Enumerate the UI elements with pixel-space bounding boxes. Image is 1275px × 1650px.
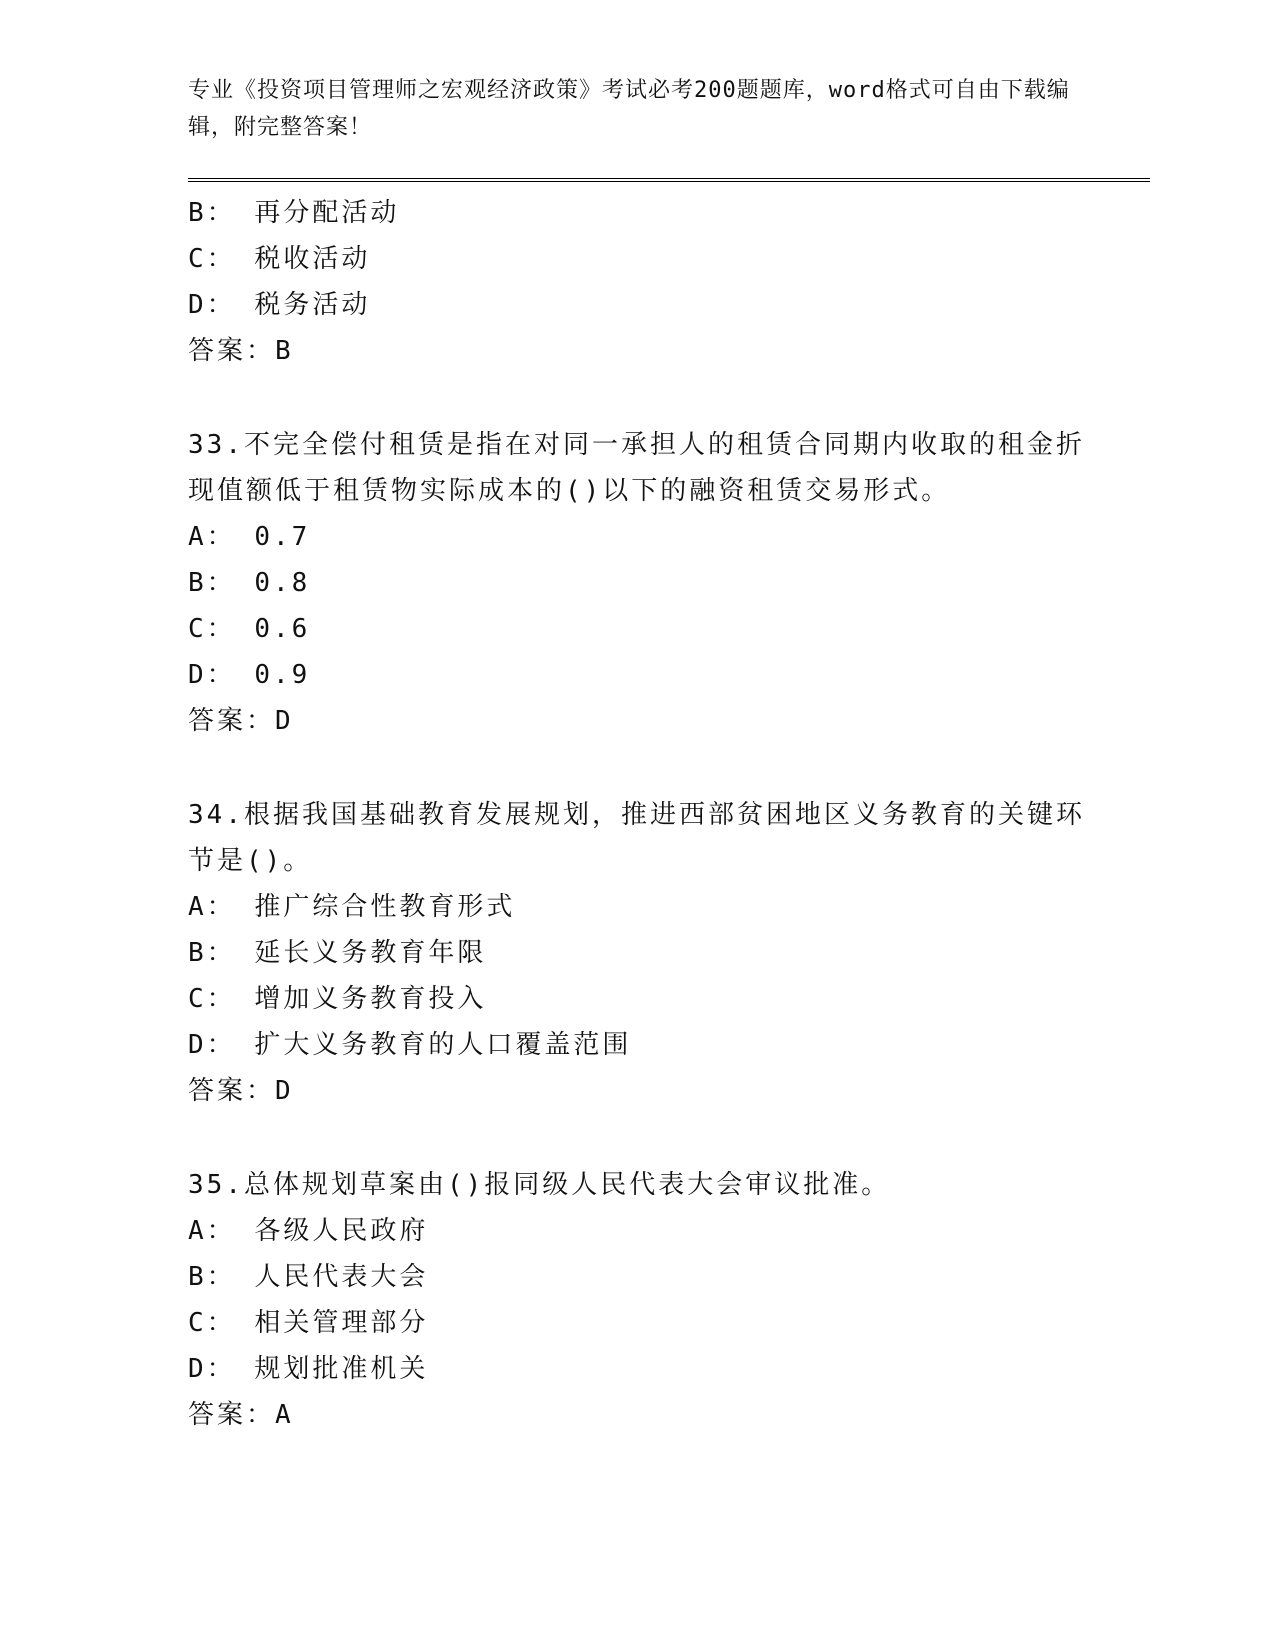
option-d [188,282,1088,328]
answer-value: A [275,1400,291,1430]
option-key: B： [188,198,236,228]
header-divider [188,178,1150,182]
option-key: A： [188,522,236,552]
option-text: 各级人民政府 [254,1216,429,1246]
question-text-block [188,1162,1088,1208]
answer-value: D [275,1076,291,1106]
option-text: 再分配活动 [254,198,400,228]
question-number: 34 . [188,800,244,830]
option-key: D： [188,660,236,690]
answer-label: 答案： [188,336,276,366]
option-b [188,1254,1088,1300]
answer-line [188,698,1088,744]
option-c [188,606,1088,652]
answer-line [188,328,1088,374]
option-d [188,652,1088,698]
option-key: D： [188,290,236,320]
question-34 [188,792,1088,1114]
option-a [188,884,1088,930]
option-c [188,976,1088,1022]
option-b [188,930,1088,976]
option-key: C： [188,614,236,644]
answer-label: 答案： [188,706,276,736]
question-number: 35 . [188,1170,244,1200]
option-text: 税收活动 [254,244,371,274]
option-text: 0.7 [254,522,311,552]
answer-line [188,1068,1088,1114]
question-text: 根据我国基础教育发展规划，推进西部贫困地区义务教育的关键环节是()。 [188,800,1085,876]
continued-question [188,190,1088,374]
option-a [188,514,1088,560]
option-text: 0.9 [254,660,311,690]
option-key: B： [188,938,236,968]
option-text: 规划批准机关 [254,1354,429,1384]
option-key: C： [188,244,236,274]
option-text: 延长义务教育年限 [254,938,487,968]
option-text: 扩大义务教育的人口覆盖范围 [254,1030,632,1060]
option-key: C： [188,984,236,1014]
option-key: A： [188,1216,236,1246]
question-text: 不完全偿付租赁是指在对同一承担人的租赁合同期内收取的租金折现值额低于租赁物实际成本的()以下的融资租赁交易形式。 [188,430,1085,506]
option-b [188,560,1088,606]
option-key: B： [188,568,236,598]
option-text: 增加义务教育投入 [254,984,487,1014]
option-c [188,236,1088,282]
question-list [188,190,1088,1438]
question-text-block [188,792,1088,884]
answer-value: B [275,336,291,366]
option-key: C： [188,1308,236,1338]
option-a [188,1208,1088,1254]
option-key: D： [188,1354,236,1384]
option-d [188,1346,1088,1392]
option-text: 税务活动 [254,290,371,320]
option-key: B： [188,1262,236,1292]
option-text: 0.8 [254,568,311,598]
option-d [188,1022,1088,1068]
option-b [188,190,1088,236]
option-key: D： [188,1030,236,1060]
question-35 [188,1162,1088,1438]
answer-value: D [275,706,291,736]
option-c [188,1300,1088,1346]
option-text: 相关管理部分 [254,1308,429,1338]
question-text-block [188,422,1088,514]
option-key: A： [188,892,236,922]
answer-line [188,1392,1088,1438]
option-text: 人民代表大会 [254,1262,429,1292]
question-33 [188,422,1088,744]
answer-label: 答案： [188,1400,276,1430]
option-text: 推广综合性教育形式 [254,892,516,922]
document-header: 专业《投资项目管理师之宏观经济政策》考试必考200题题库，word格式可自由下载编辑，附完整答案！ [188,78,1070,140]
answer-label: 答案： [188,1076,276,1106]
option-text: 0.6 [254,614,311,644]
question-number: 33 . [188,430,244,460]
question-text: 总体规划草案由()报同级人民代表大会审议批准。 [243,1170,891,1200]
